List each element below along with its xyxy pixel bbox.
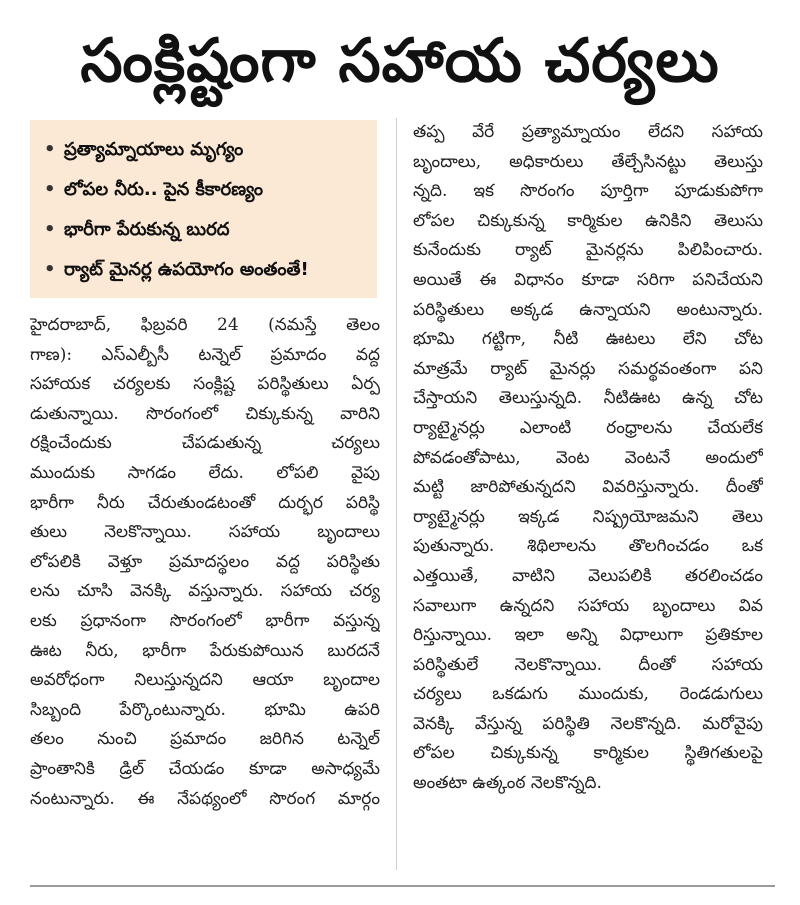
article-headline: సంక్లిష్టంగా సహాయ చర్యలు	[80, 26, 720, 96]
article-body-right-column	[413, 118, 763, 799]
bottom-rule	[30, 885, 775, 887]
text-line: అంతటా ఉత్కంఠ నెలకొన్నది.	[413, 773, 602, 794]
left-column-paragraph	[30, 311, 380, 814]
highlight-item	[44, 170, 369, 210]
highlight-item	[44, 250, 369, 290]
article-body-left-column	[30, 311, 380, 814]
text-line: మాత్రమే ర్యాట్ మైనర్లు సమర్థవంతంగా పని	[413, 358, 763, 379]
text-line: రిస్తున్నాయి. ఇలా అన్ని విధాలుగా ప్రతికూల	[413, 625, 763, 646]
text-line: పుతున్నారు. శిథిలాలను తొలగించడం ఒక	[413, 536, 763, 557]
text-line: భూమి గట్టిగా, నీటి ఊటలు లేని చోట	[413, 329, 763, 350]
bullet-icon: •	[44, 259, 56, 280]
highlights-box	[30, 120, 377, 298]
text-line: అయితే ఈ విధానం కూడా సరిగా పనిచేయని	[413, 269, 763, 290]
highlight-item	[44, 210, 369, 250]
text-line: సవాలుగా ఉన్నదని సహాయ బృందాలు వివ	[413, 595, 763, 616]
highlight-text: భారీగా పేరుకున్న బురద	[64, 219, 230, 240]
text-line: డుతున్నాయి. సొరంగంలో చిక్కుకున్న వారిని	[30, 403, 380, 424]
highlights-list	[44, 130, 369, 290]
highlight-text: లోపల నీరు.. పైన కీకారణ్యం	[64, 179, 264, 200]
text-line: న్నది. ఇక సొరంగం పూర్తిగా పూడుకుపోగా	[413, 181, 763, 202]
text-line: లకు ప్రధానంగా సొరంగంలో భారీగా వస్తున్న	[30, 610, 380, 631]
text-line: హైదరాబాద్, ఫిబ్రవరి 24 (నమస్తే తెలం	[30, 315, 380, 335]
text-line: పరిస్థితులు అక్కడ ఉన్నాయని అంటున్నారు.	[413, 299, 763, 320]
text-line: పరిస్థితులే నెలకొన్నాయి. దీంతో సహాయ	[413, 654, 763, 675]
text-line: ఎత్తయితే, వాటిని వెలుపలికి తరలించడం	[413, 565, 763, 586]
text-line: ప్రాంతానికి డ్రిల్ చేయడం కూడా అసాధ్యమే	[30, 758, 380, 779]
highlight-text: ప్రత్యామ్నాయాలు మృగ్యం	[64, 139, 244, 160]
bullet-icon: •	[44, 179, 56, 200]
text-line: గాణ): ఎస్ఎల్బీసీ టన్నెల్ ప్రమాదం వద్ద	[30, 344, 380, 365]
text-line: చేస్తాయని తెలుస్తున్నది. నీటిఊట ఉన్న చోట	[413, 388, 763, 409]
highlight-text: ర్యాట్ మైనర్ల ఉపయోగం అంతంతే!	[64, 259, 309, 280]
text-line: లోపల చిక్కుకున్న కార్మికుల స్థితిగతులపై	[413, 743, 763, 764]
text-line: మట్టి జారిపోతున్నదని వివరిస్తున్నారు. దీంతో	[413, 477, 763, 498]
text-line: తులు నెలకొన్నాయి. సహాయ బృందాలు	[30, 522, 380, 543]
text-line: ర్యాట్మైనర్లు ఇక్కడ నిష్ప్రయోజమని తెలు	[413, 506, 763, 527]
text-line: తలం నుంచి ప్రమాదం జరిగిన టన్నెల్	[30, 729, 380, 750]
text-line: తప్ప వేరే ప్రత్యామ్నాయం లేదని సహాయ	[413, 122, 763, 142]
text-line: సహాయక చర్యలకు సంక్లిష్ట పరిస్థితులు ఏర్ప	[30, 374, 380, 395]
text-line: బృందాలు, అధికారులు తేల్చేసినట్టు తెలుస్తు	[413, 151, 763, 172]
text-line: పోవడంతోపాటు, వెంట వెంటనే అందులో	[413, 447, 763, 468]
text-line: భారీగా నీరు చేరుతుండటంతో దుర్భర పరిస్థి	[30, 492, 380, 513]
text-line: సిబ్బంది పేర్కొంటున్నారు. భూమి ఉపరి	[30, 699, 380, 720]
text-line: కునేందుకు ర్యాట్ మైనర్లను పిలిపించారు.	[413, 240, 763, 261]
bullet-icon: •	[44, 139, 56, 160]
text-line: ఊట నీరు, భారీగా పేరుకుపోయిన బురదనే	[30, 640, 380, 661]
text-line: లోపలికి వెళ్తూ ప్రమాదస్థలం వద్ద పరిస్థితు	[30, 551, 380, 572]
text-line: రక్షించేందుకు చేపడుతున్న చర్యలు	[30, 433, 380, 454]
text-line: లోపల చిక్కుకున్న కార్మికుల ఉనికిని తెలుసు	[413, 210, 763, 231]
highlight-item	[44, 130, 369, 170]
text-line: వెనక్కి వేస్తున్న పరిస్థితి నెలకొన్నది. మరోవైపు	[413, 713, 763, 734]
text-line: ర్యాట్మైనర్లు ఎలాంటి రంధ్రాలను చేయలేక	[413, 417, 763, 438]
bullet-icon: •	[44, 219, 56, 240]
text-line: చర్యలు ఒకడుగు ముందుకు, రెండడుగులు	[413, 684, 763, 705]
text-line: అవరోధంగా నిలుస్తున్నదని ఆయా బృందాల	[30, 670, 380, 691]
column-divider	[396, 118, 397, 870]
text-line: నంటున్నారు. ఈ నేపథ్యంలో సొరంగ మార్గం	[30, 788, 380, 809]
text-line: లను చూసి వెనక్కి వస్తున్నారు. సహాయ చర్య	[30, 581, 380, 602]
text-line: ముందుకు సాగడం లేదు. లోపలి వైపు	[30, 462, 380, 483]
right-column-paragraph	[413, 118, 763, 799]
